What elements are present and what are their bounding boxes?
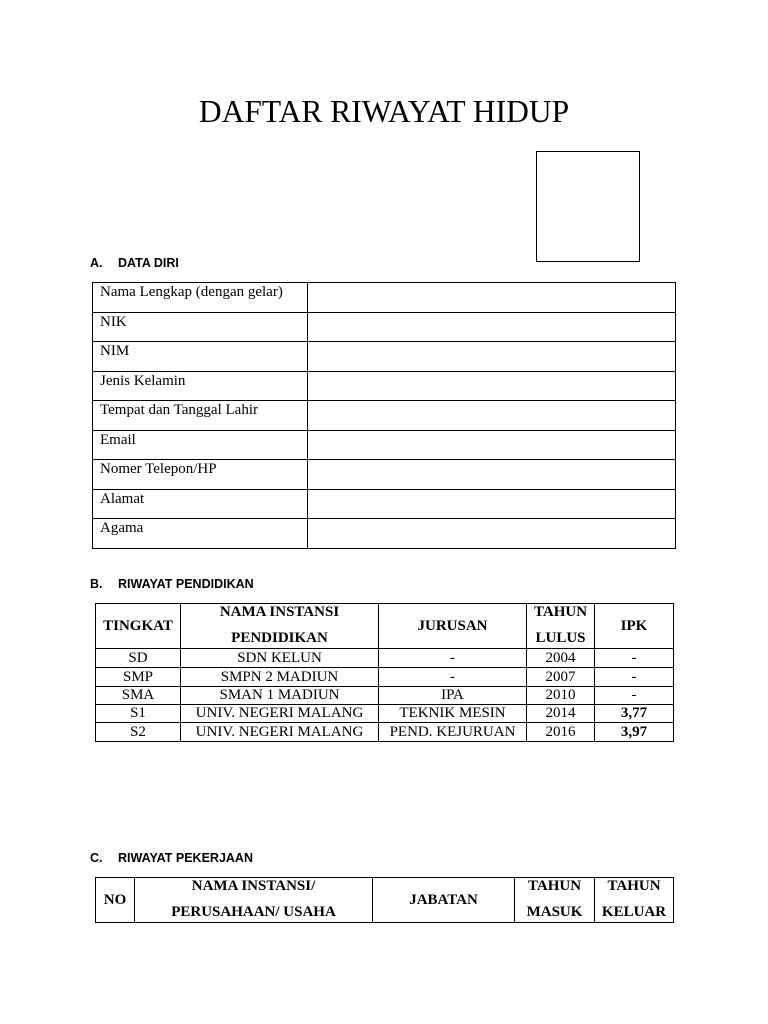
header-line: PENDIDIKAN [231, 630, 328, 646]
field-value [308, 342, 676, 372]
field-label: Nama Lengkap (dengan gelar) [93, 283, 308, 313]
header-line: TAHUN [607, 878, 661, 894]
field-label: Alamat [93, 490, 308, 520]
table-row [96, 723, 674, 742]
table-cell: SDN KELUN [181, 649, 379, 668]
table-cell: 2007 [527, 668, 595, 687]
table-row [96, 687, 674, 705]
header-line: TAHUN [527, 878, 582, 894]
header-line: NAMA INSTANSI [219, 604, 340, 620]
table-row [96, 668, 674, 687]
field-label: NIK [93, 313, 308, 343]
column-header-tingkat: TINGKAT [96, 604, 181, 649]
table-row [96, 705, 674, 723]
table-cell: - [379, 668, 527, 687]
field-value [308, 460, 676, 490]
header-line: KELUAR [601, 904, 667, 920]
header-line: MASUK [526, 904, 583, 920]
field-label: NIM [93, 342, 308, 372]
field-value [308, 519, 676, 549]
table-cell: SD [96, 649, 181, 668]
section-letter: A. [90, 256, 103, 270]
table-cell: SMAN 1 MADIUN [181, 687, 379, 705]
table-cell: PEND. KEJURUAN [379, 723, 527, 742]
table-cell: 2004 [527, 649, 595, 668]
photo-box [536, 151, 640, 262]
column-header-jurusan: JURUSAN [379, 604, 527, 649]
column-header-jabatan: JABATAN [373, 878, 515, 923]
field-value [308, 372, 676, 402]
column-header-tahun-keluar [595, 878, 674, 923]
table-row [93, 313, 676, 343]
section-letter: B. [90, 577, 103, 591]
table-cell: SMA [96, 687, 181, 705]
table-row [93, 460, 676, 490]
column-header-no: NO [96, 878, 135, 923]
field-label: Tempat dan Tanggal Lahir [93, 401, 308, 431]
field-label: Jenis Kelamin [93, 372, 308, 402]
table-cell: 2010 [527, 687, 595, 705]
table-row [93, 490, 676, 520]
section-title: RIWAYAT PEKERJAAN [118, 851, 253, 865]
table-cell: SMP [96, 668, 181, 687]
table-row [93, 519, 676, 549]
table-cell: 2014 [527, 705, 595, 723]
table-row [93, 401, 676, 431]
education-table [95, 603, 674, 742]
table-cell: - [595, 668, 674, 687]
table-row [93, 372, 676, 402]
column-header-nama-instansi [135, 878, 373, 923]
table-cell: TEKNIK MESIN [379, 705, 527, 723]
section-title: DATA DIRI [118, 256, 179, 270]
section-title: RIWAYAT PENDIDIKAN [118, 577, 254, 591]
column-header-ipk: IPK [595, 604, 674, 649]
table-row [93, 431, 676, 461]
field-value [308, 490, 676, 520]
header-line: TAHUN [533, 604, 588, 620]
header-line: LULUS [535, 630, 586, 646]
table-cell: UNIV. NEGERI MALANG [181, 705, 379, 723]
table-cell: - [595, 649, 674, 668]
column-header-tahun-masuk [515, 878, 595, 923]
field-label: Email [93, 431, 308, 461]
table-header-row [96, 878, 674, 923]
section-heading-riwayat-pendidikan [90, 577, 254, 592]
section-letter: C. [90, 851, 103, 865]
table-cell: UNIV. NEGERI MALANG [181, 723, 379, 742]
table-cell: S1 [96, 705, 181, 723]
field-value [308, 431, 676, 461]
table-cell: IPA [379, 687, 527, 705]
table-row [96, 649, 674, 668]
table-cell: 2016 [527, 723, 595, 742]
table-row [93, 342, 676, 372]
table-row [93, 283, 676, 313]
field-value [308, 401, 676, 431]
table-cell: 3,97 [595, 723, 674, 742]
table-cell: - [595, 687, 674, 705]
section-heading-riwayat-pekerjaan [90, 851, 253, 866]
field-value [308, 313, 676, 343]
table-header-row [96, 604, 674, 649]
header-line: NAMA INSTANSI/ [191, 878, 316, 894]
table-cell: - [379, 649, 527, 668]
work-history-table [95, 877, 674, 923]
column-header-tahun-lulus [527, 604, 595, 649]
field-value [308, 283, 676, 313]
table-cell: 3,77 [595, 705, 674, 723]
table-cell: S2 [96, 723, 181, 742]
personal-data-table [92, 282, 676, 549]
section-heading-data-diri [90, 256, 179, 271]
header-line: PERUSAHAAN/ USAHA [171, 904, 336, 920]
field-label: Nomer Telepon/HP [93, 460, 308, 490]
column-header-nama-instansi [181, 604, 379, 649]
document-title: DAFTAR RIWAYAT HIDUP [198, 94, 570, 129]
field-label: Agama [93, 519, 308, 549]
table-cell: SMPN 2 MADIUN [181, 668, 379, 687]
